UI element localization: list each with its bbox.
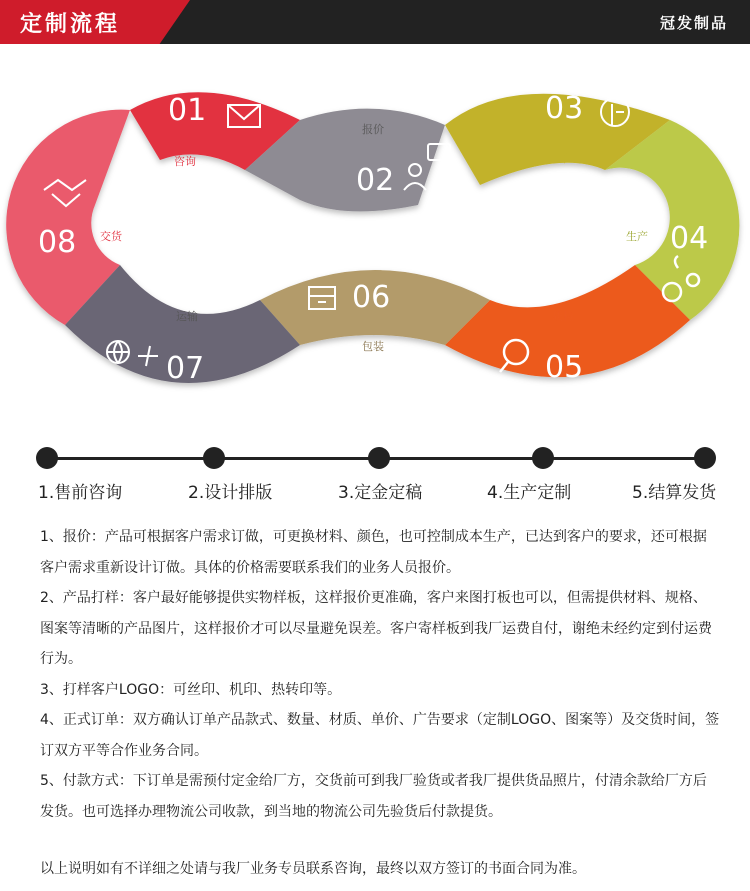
timeline-dot-3 xyxy=(368,447,390,469)
step-number-05: 05 xyxy=(545,350,584,385)
note-5: 5、付款方式：下订单是需预付定金给厂方，交货前可到我厂验货或者我厂提供货品照片，付清余款给厂方后发货。也可选择办理物流公司收款，到当地的物流公司先验货后付款提货。 xyxy=(40,773,707,820)
footer-note: 以上说明如有不详细之处请与我厂业务专员联系咨询，最终以双方签订的书面合同为准。 xyxy=(40,861,586,877)
step-label-05: 质检 xyxy=(552,310,574,323)
step-number-06: 06 xyxy=(352,280,391,315)
timeline-dot-1 xyxy=(36,447,58,469)
step-number-07: 07 xyxy=(166,351,205,386)
timeline-label-4: 4.生产定制 xyxy=(487,483,572,503)
step-number-04: 04 xyxy=(670,221,709,256)
timeline-dot-4 xyxy=(532,447,554,469)
step-label-07: 运输 xyxy=(176,310,198,323)
note-3: 3、打样客户LOGO：可丝印、机印、热转印等。 xyxy=(40,681,342,698)
step-label-02: 报价 xyxy=(362,123,384,136)
step-label-06: 包装 xyxy=(362,340,384,353)
timeline-dot-5 xyxy=(694,447,716,469)
header-bar xyxy=(0,0,750,44)
step-label-04: 生产 xyxy=(626,230,648,243)
step-number-03: 03 xyxy=(545,91,584,126)
note-4: 4、正式订单：双方确认订单产品款式、数量、材质、单价、广告要求（定制LOGO、图案等）及交货时间，签订双方平等合作业务合同。 xyxy=(40,712,720,759)
timeline-label-1: 1.售前咨询 xyxy=(38,483,123,503)
process-flow-diagram xyxy=(0,44,750,424)
timeline-label-5: 5.结算发货 xyxy=(632,483,717,503)
step-label-03: 下单 xyxy=(548,152,570,165)
timeline-label-2: 2.设计排版 xyxy=(188,483,273,503)
page-title: 定制流程 xyxy=(20,12,121,37)
brand-name: 冠发制品 xyxy=(659,14,728,32)
note-2: 2、产品打样：客户最好能够提供实物样板，这样报价更准确，客户来图打板也可以，但需提供材料、规格、图案等清晰的产品图片，这样报价才可以尽量避免误差。客户寄样板到我厂运费自付，谢绝未经约定到付运费行为。 xyxy=(40,590,712,667)
timeline-label-3: 3.定金定稿 xyxy=(338,483,423,503)
process-timeline xyxy=(0,430,750,510)
notes-section xyxy=(40,522,720,827)
step-label-01: 咨询 xyxy=(174,155,196,168)
step-label-08: 交货 xyxy=(100,230,122,243)
step-number-01: 01 xyxy=(168,93,207,128)
step-number-02: 02 xyxy=(356,163,395,198)
note-1: 1、报价：产品可根据客户需求订做，可更换材料、颜色，也可控制成本生产，已达到客户的要求，还可根据客户需求重新设计订做。具体的价格需要联系我们的业务人员报价。 xyxy=(40,529,707,576)
timeline-dot-2 xyxy=(203,447,225,469)
step-number-08: 08 xyxy=(38,225,77,260)
